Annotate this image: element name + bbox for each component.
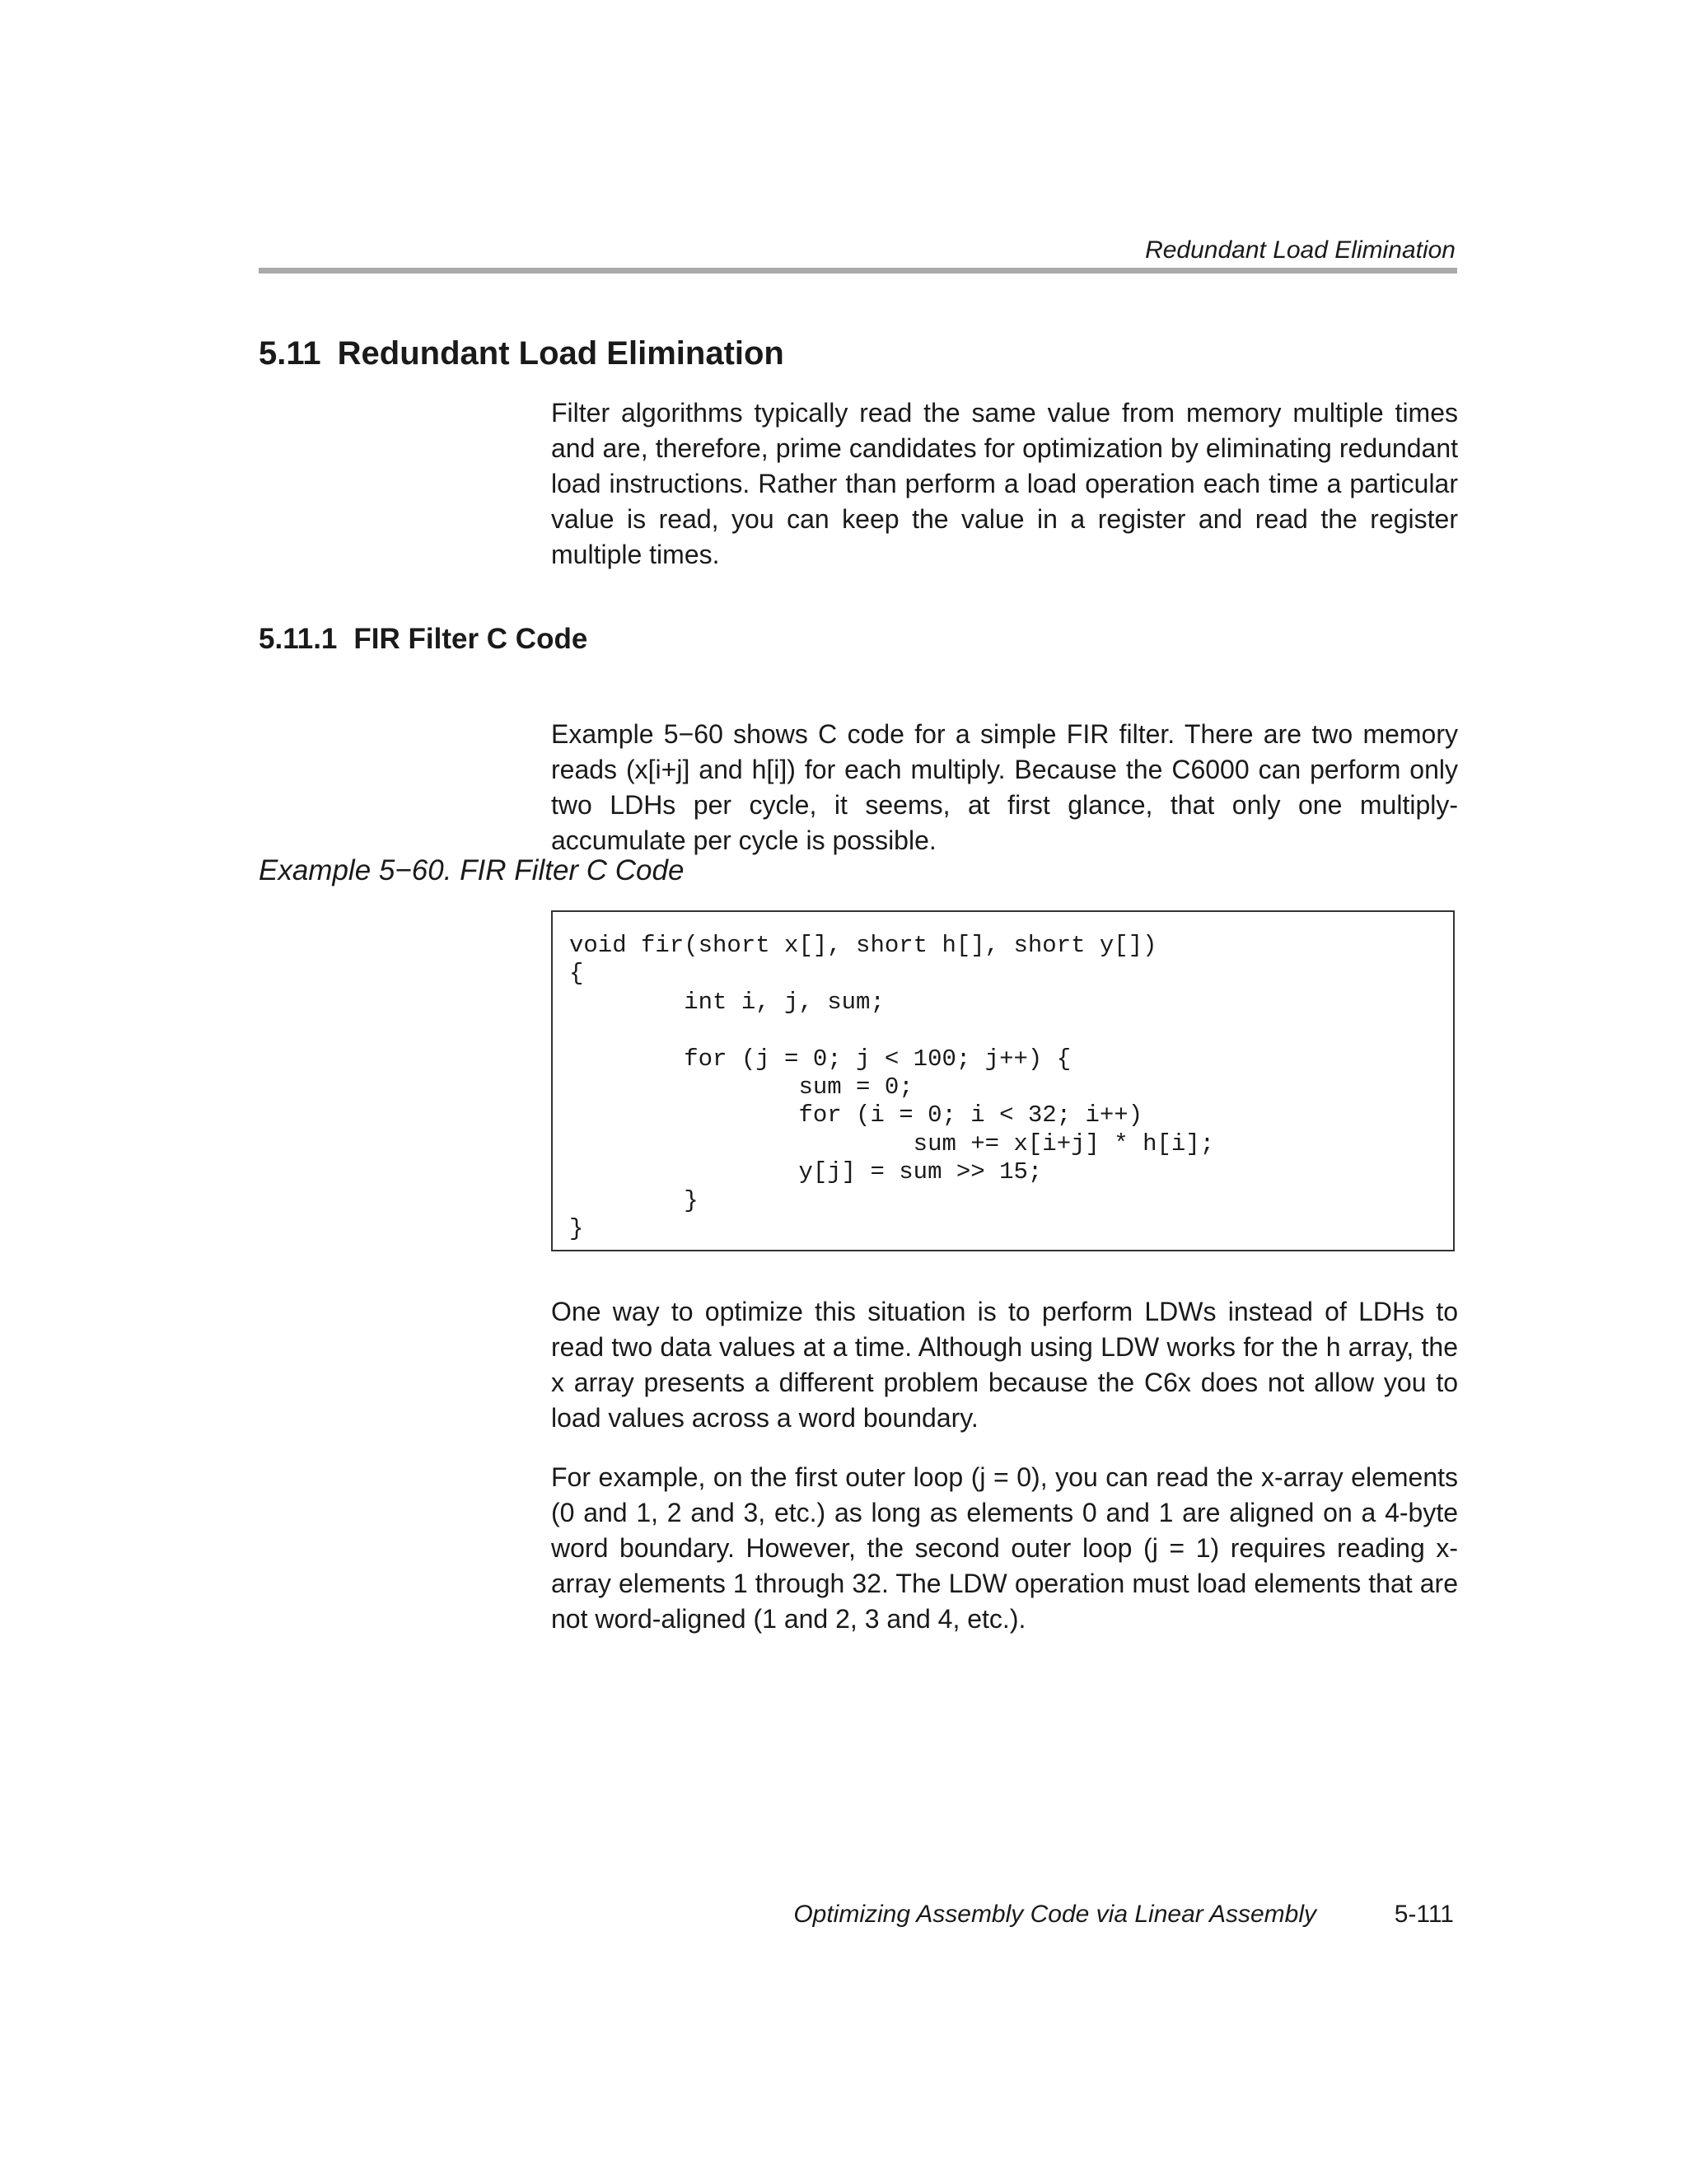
code-listing: void fir(short x[], short h[], short y[]) { int i, j, sum; for (j = 0; j < 100; j++) { sum = 0; for (i = 0; i < 32; i++) sum += x[i+j] * h[i]; y[j] = sum >> 15; } } xyxy=(569,932,1215,1243)
running-header: Redundant Load Elimination xyxy=(1145,236,1456,264)
subsection-paragraph: Example 5−60 shows C code for a simple FIR filter. There are two memory reads (x[i+j] and h[i]) for each multiply. Because the C6000 can perform only two LDHs per cycle, it seems, at first glance, that only one multiply-accumulate per cycle is possible. xyxy=(551,719,1458,855)
subsection-title-text: FIR Filter C Code xyxy=(353,623,588,655)
section-title xyxy=(259,333,784,374)
body-paragraph: One way to optimize this situation is to perform LDWs instead of LDHs to read two data values at a time. Although using LDW works for the h array, the x array presents a different problem because the C6x does not allow you to load values across a word boundary. xyxy=(551,1297,1458,1433)
code-example-box xyxy=(551,910,1455,1251)
footer-page-number: 5-111 xyxy=(1394,1901,1454,1928)
section-intro-paragraph: Filter algorithms typically read the same value from memory multiple times and are, therefore, prime candidates for optimization by eliminating redundant load instructions. Rather than perform a load operation each time a particular value is read, you can keep the value in a register and read the register multiple times. xyxy=(551,398,1458,569)
body-paragraph: For example, on the first outer loop (j = 0), you can read the x-array elements (0 and 1, 2 and 3, etc.) as long as elements 0 and 1 are aligned on a 4-byte word boundary. However, the second outer loop (j = 1) requires reading x-array elements 1 through 32. The LDW operation must load elements that are not word-aligned (1 and 2, 3 and 4, etc.). xyxy=(551,1462,1458,1634)
subsection-title xyxy=(259,621,587,657)
example-caption: Example 5−60. FIR Filter C Code xyxy=(259,854,685,886)
header-rule xyxy=(259,268,1457,274)
section-title-text: Redundant Load Elimination xyxy=(337,335,784,372)
subsection-number: 5.11.1 xyxy=(259,623,338,655)
section-number: 5.11 xyxy=(259,335,321,372)
footer-chapter-title: Optimizing Assembly Code via Linear Assembly xyxy=(793,1901,1316,1928)
